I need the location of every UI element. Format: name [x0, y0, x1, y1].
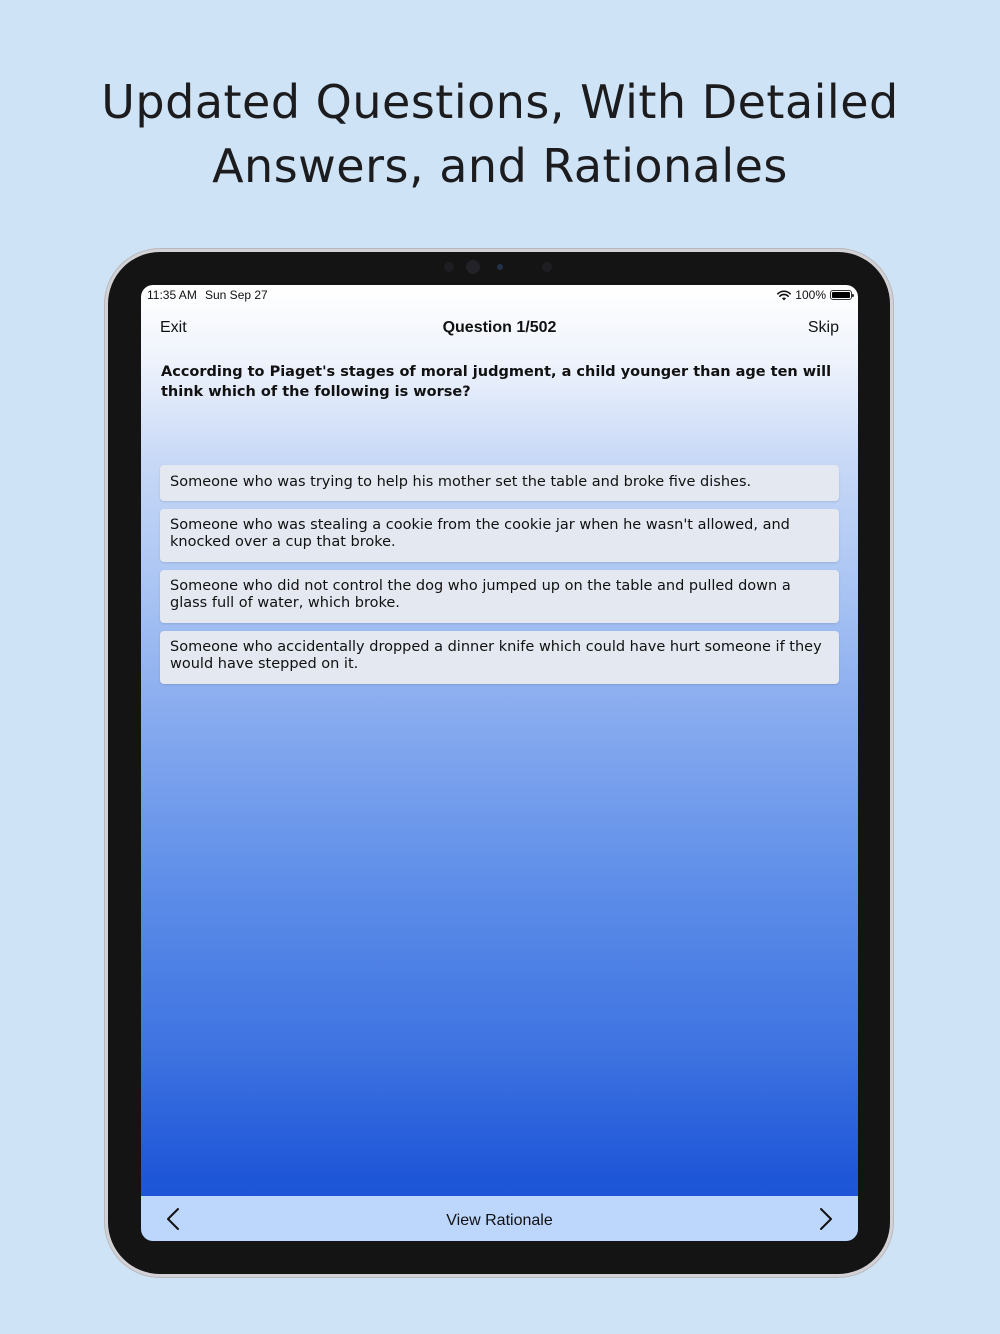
camera-icon [466, 260, 480, 274]
volume-down-button [890, 366, 894, 406]
nav-bar [141, 315, 858, 341]
wifi-icon [777, 290, 791, 301]
sensor-icon [542, 262, 552, 272]
view-rationale-button[interactable]: View Rationale [446, 1212, 553, 1229]
app-screen [141, 285, 858, 1241]
answer-list [160, 465, 839, 692]
status-bar [141, 285, 858, 305]
headline [0, 70, 1000, 198]
headline-line-2: Answers, and Rationales [212, 139, 788, 193]
status-date: Sun Sep 27 [205, 288, 268, 302]
answer-option-3[interactable]: Someone who did not control the dog who jumped up on the table and pulled down a glass full of water, which broke. [160, 570, 839, 623]
headline-line-1: Updated Questions, With Detailed [101, 75, 899, 129]
battery-percentage: 100% [795, 288, 826, 302]
camera-indicator-icon [497, 264, 503, 270]
sensor-icon [444, 262, 454, 272]
question-counter: Question 1/502 [442, 319, 557, 336]
answer-option-4[interactable]: Someone who accidentally dropped a dinner knife which could have hurt someone if they would have stepped on it. [160, 631, 839, 684]
skip-button[interactable]: Skip [807, 319, 839, 336]
question-text: According to Piaget's stages of moral judgment, a child younger than age ten will think which of the following is worse? [161, 364, 832, 400]
chevron-right-icon[interactable] [812, 1206, 838, 1232]
exit-button[interactable]: Exit [160, 319, 187, 336]
answer-option-2[interactable]: Someone who was stealing a cookie from the cookie jar when he wasn't allowed, and knocked over a cup that broke. [160, 509, 839, 562]
battery-icon [830, 290, 852, 300]
status-time: 11:35 AM [147, 288, 197, 302]
status-indicators [777, 288, 852, 302]
bottom-toolbar [141, 1196, 858, 1241]
volume-up-button [890, 322, 894, 362]
answer-option-1[interactable]: Someone who was trying to help his mother set the table and broke five dishes. [160, 465, 839, 501]
